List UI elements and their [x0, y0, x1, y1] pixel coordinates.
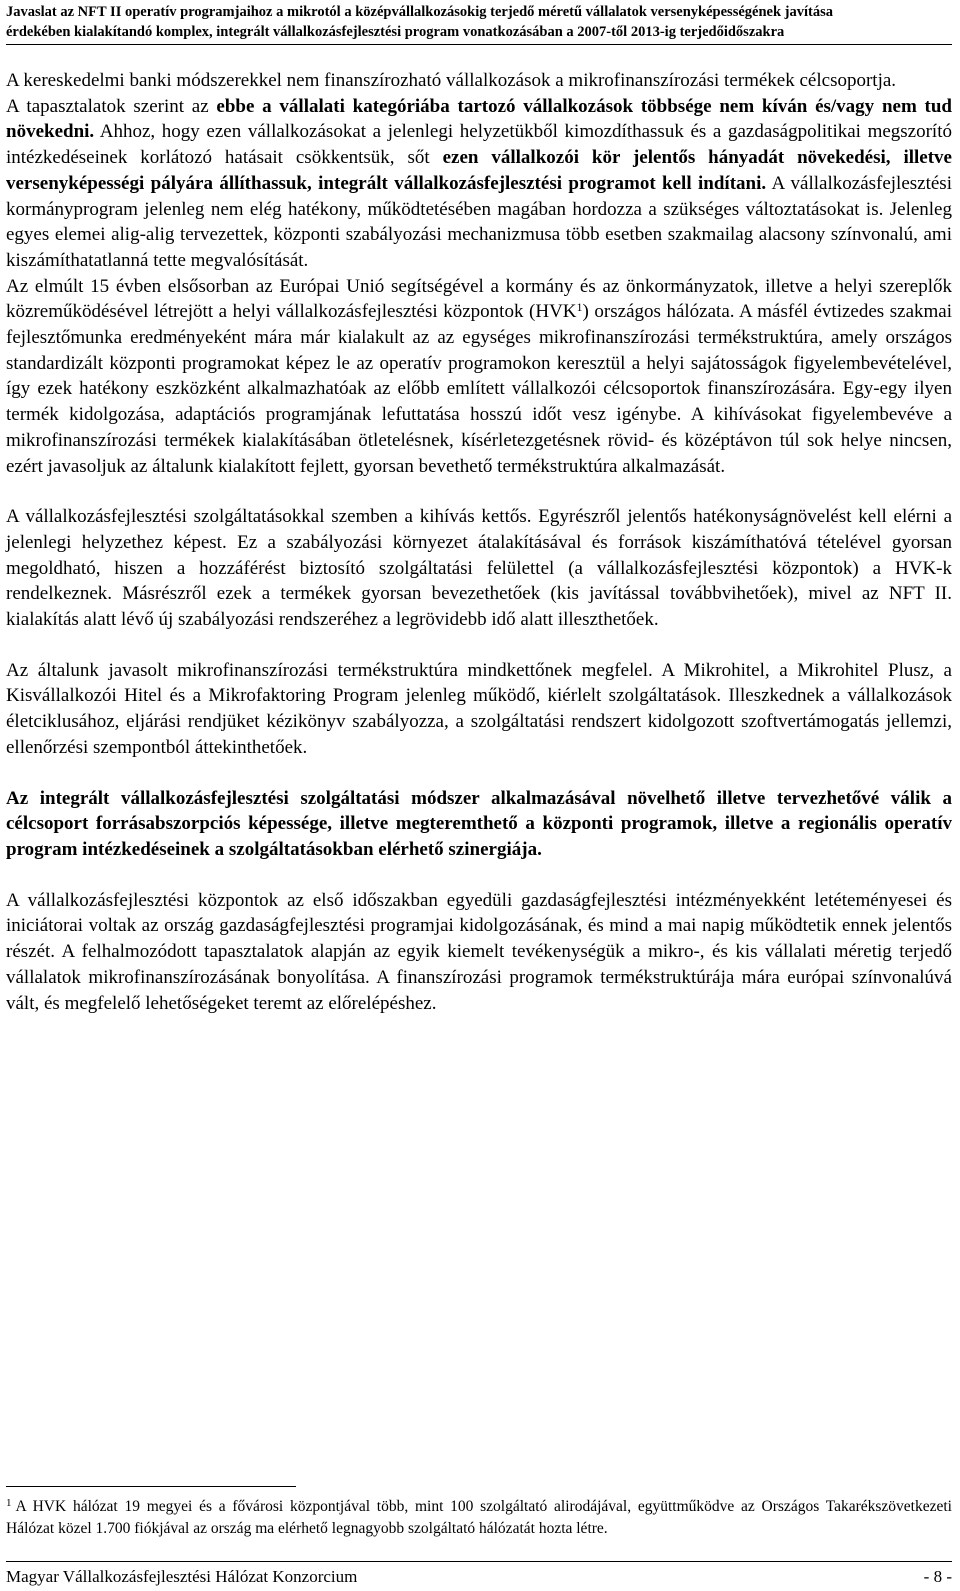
- footer-organization: Magyar Vállalkozásfejlesztési Hálózat Konzorcium: [6, 1567, 358, 1586]
- emphasis-program-launch: ezen vállalkozói kör jelentős hányadát növekedési, illetve versenyképességi pályára állíthassuk, integrált vállalkozásfejlesztési programot kell indítani.: [6, 147, 952, 194]
- paragraph-product-structure: Az általunk javasolt mikrofinanszírozási termékstruktúra mindkettőnek megfelel. A Mikrohitel, a Mikrohitel Plusz, a Kisvállalkozói Hitel és a Mikrofaktoring Program jelenleg működő, kiérlelt szolgáltatások. Illeszkednek a vállalkozások életciklusához, eljárási rendjüket kézikönyv szabályozza, a szolgáltatási rendszert kidolgozott szoftvertámogatás jellemzi, ellenőrzési szempontból áttekinthetőek.: [6, 659, 952, 758]
- header-line-1: Javaslat az NFT II operatív programjaihoz a mikrotól a középvállalkozásokig terjedő méretű vállalatok versenyképességének javítása: [6, 4, 833, 20]
- page-number: - 8 -: [923, 1567, 952, 1586]
- paragraph-target-group: A kereskedelmi banki módszerekkel nem finanszírozható vállalkozások a mikrofinanszírozási termékek célcsoportja.: [6, 70, 897, 91]
- paragraph-integrated-method: [6, 786, 952, 863]
- header-divider: [6, 44, 952, 45]
- emphasis-synergy: Az integrált vállalkozásfejlesztési szolgáltatási módszer alkalmazásával növelhető illetve tervezhetővé válik a célcsoport forrásabszorpciós képessége, illetve megteremthető a központi programok, illetve a regionális operatív program intézkedéseinek a szolgáltatásokban elérhető szinergiája.: [6, 787, 952, 860]
- footnote-divider: [6, 1486, 296, 1487]
- paragraph-growth: A tapasztalatok szerint az ebbe a vállalati kategóriába tartozó vállalkozások többsége nem kíván és/vagy nem tud növekedni. Ahhoz, hogy ezen vállalkozásokat a jelenlegi helyzetükből kimozdíthassuk és a gazdaságpolitikai megszorító intézkedéseinek korlátozó hatásait csökkentsük, sőt ezen vállalkozói kör jelentős hányadát növekedési, illetve versenyképességi pályára állíthassuk, integrált vállalkozásfejlesztési programot kell indítani. A vállalkozásfejlesztési kormányprogram jelenleg nem elég hatékony, működtetésében magában hordozza a szükséges változtatásokat is. Jelenleg egyes elemei alig-alig tervezettek, központi szabályozási mechanizmusa több esetben szakmailag alacsony színvonalú, ami kiszámíthatatlanná tette megvalósítását.: [6, 95, 952, 271]
- document-body: [6, 68, 952, 1016]
- footnote-reference[interactable]: 1: [576, 300, 583, 315]
- paragraph-centers-history: A vállalkozásfejlesztési központok az első időszakban egyedüli gazdaságfejlesztési intézményekként letéteményesei és iniciátorai voltak az ország gazdaságfejlesztési programjai kidolgozásának, és mind a mai napig működtetik ennek jelentős részét. A felhalmozódott tapasztalatok alapján az egyik kiemelt tevékenységük a mikro-, és kis vállalati méretig terjedő vállalatok mikrofinanszírozásának bonyolítása. A finanszírozási programok termékstruktúrája mára európai színvonalúvá vált, és megfelelő lehetőségeket teremt az előrelépéshez.: [6, 889, 952, 1014]
- footnote: [6, 1496, 952, 1540]
- header-line-2: érdekében kialakítandó komplex, integrált vállalkozásfejlesztési program vonatkozásában a 2007-től 2013-ig terjedőidőszakra: [6, 24, 785, 40]
- footnote-marker: 1: [6, 1497, 12, 1509]
- footnote-text: A HVK hálózat 19 megyei és a fővárosi központjával több, mint 100 szolgáltató alirodájával, együttműködve az Országos Takarékszövetkezeti Hálózat közel 1.700 fiókjával az ország ma elérhető legnagyobb szolgáltató hálózatát hozta létre.: [6, 1498, 952, 1537]
- paragraph-hvk-network: Az elmúlt 15 évben elsősorban az Európai Unió segítségével a kormány és az önkormányzatok, illetve a helyi szereplők közreműködésével létrejött a helyi vállalkozásfejlesztési központok (HVK$^1$) országos hálózata. A másfél évtizedes szakmai fejlesztőmunka eredményeként mára már kialakult az az egységes mikrofinanszírozási termékstruktúra, amely országos standardizált központi programokat képez le az operatív programokon keresztül a helyi sajátosságok figyelembevételével, így ezek hatékony eszközként alkalmazhatóak az előbb említett vállalkozói célcsoportok finanszírozására. Egy-egy ilyen termék kidolgozása, adaptációs programjának lefuttatása hosszú időt vesz igénybe. A kihívásokat figyelembevéve a mikrofinanszírozási termékek kialakításában ötletelésnek, kísérletezgetésnek rövid- és középtávon túl sok helye nincsen, ezért javasoljuk az általunk kialakított fejlett, gyorsan bevethető termékstruktúra alkalmazását.: [6, 275, 952, 477]
- footer-divider: [6, 1561, 952, 1562]
- running-header: [6, 2, 952, 42]
- emphasis-no-growth: ebbe a vállalati kategóriába tartozó vállalkozások többsége nem kíván és/vagy nem tud növekedni.: [6, 95, 952, 143]
- paragraph-challenge: A vállalkozásfejlesztési szolgáltatásokkal szemben a kihívás kettős. Egyrészről jelentős hatékonyságnövelést kell elérni a jelenlegi helyzethez képest. Ez a szabályozási környezet átalakításával és források kiszámíthatóvá tételével gyorsan megoldható, hiszen a hozzáférést biztosító szolgáltatási felülettel (a vállalkozásfejlesztési központok) a HVK-k rendelkeznek. Másrészről ezek a termékek gyorsan bevezethetőek (kis javítással továbbvihetőek), mivel az NFT II. kialakítás alatt lévő új szabályozási rendszeréhez a legrövidebb idő alatt illeszthetőek.: [6, 506, 952, 631]
